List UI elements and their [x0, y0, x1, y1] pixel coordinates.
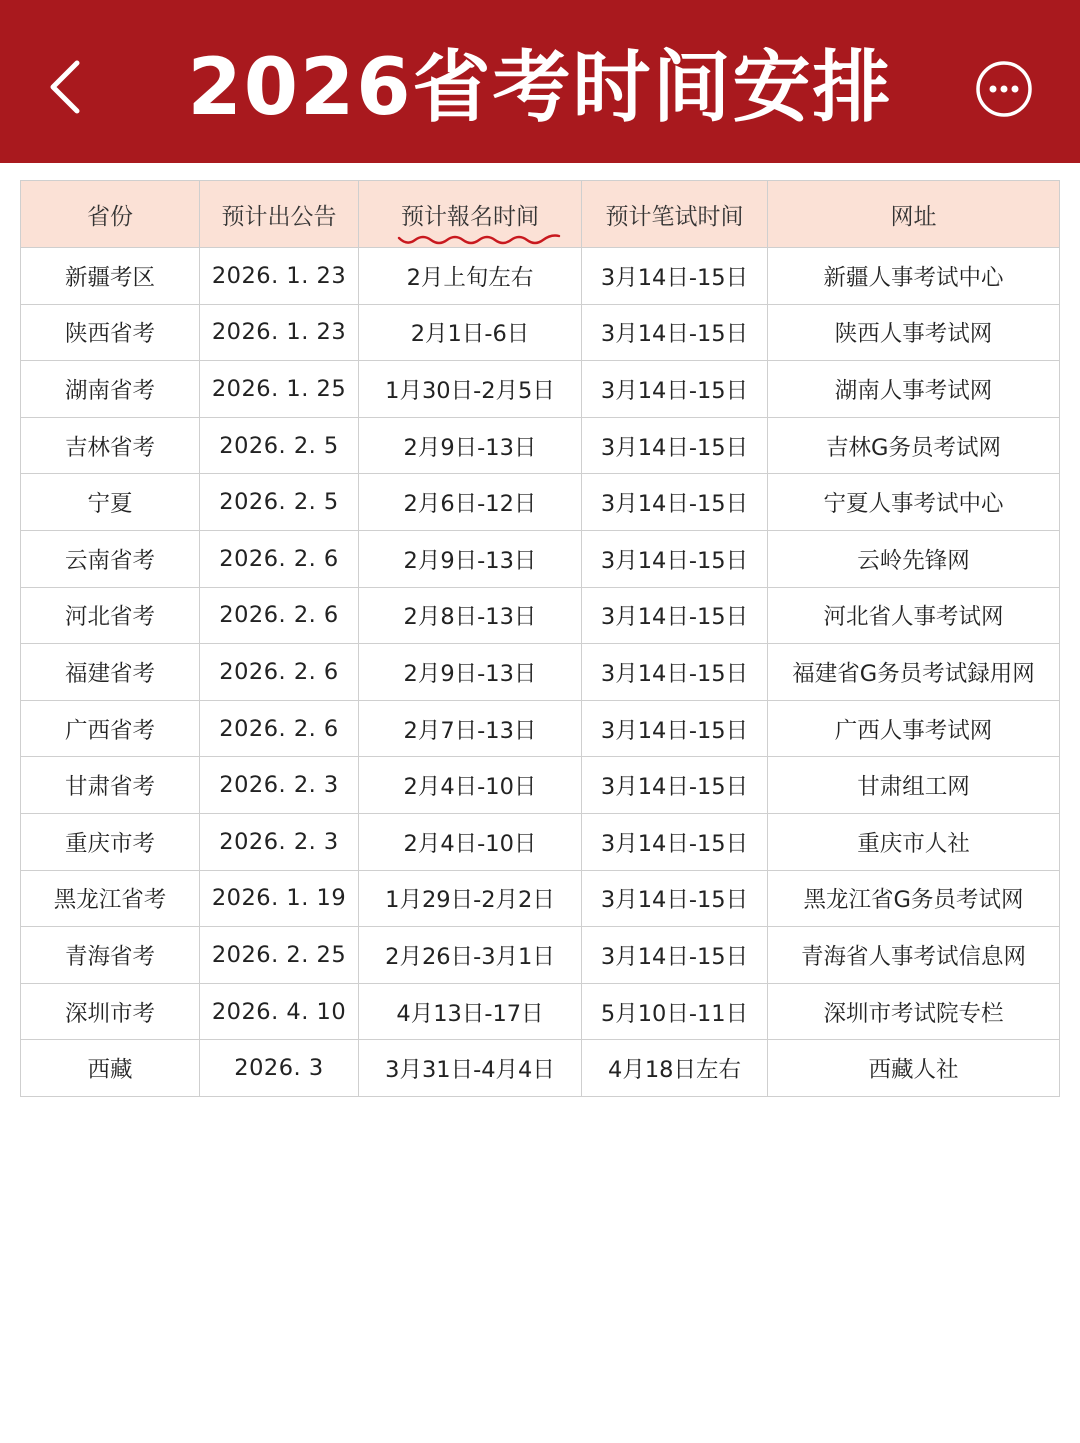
cell-website: 福建省G务员考试録用网: [768, 644, 1060, 701]
column-header-announcement: 预计出公告: [200, 181, 359, 248]
column-header-website: 网址: [768, 181, 1060, 248]
cell-registration: 3月31日-4月4日: [359, 1040, 582, 1097]
cell-announcement: 2026. 2. 6: [200, 587, 359, 644]
cell-website: 宁夏人事考试中心: [768, 474, 1060, 531]
cell-written-exam: 3月14日-15日: [582, 474, 768, 531]
cell-website: 黑龙江省G务员考试网: [768, 870, 1060, 927]
cell-announcement: 2026. 2. 6: [200, 644, 359, 701]
cell-registration: 2月9日-13日: [359, 530, 582, 587]
cell-written-exam: 3月14日-15日: [582, 248, 768, 305]
column-header-registration: [359, 181, 582, 248]
cell-province: 宁夏: [21, 474, 200, 531]
cell-written-exam: 5月10日-11日: [582, 983, 768, 1040]
cell-website: 广西人事考试网: [768, 700, 1060, 757]
cell-website: 陕西人事考试网: [768, 304, 1060, 361]
table-row: [21, 757, 1060, 814]
cell-written-exam: 3月14日-15日: [582, 587, 768, 644]
cell-announcement: 2026. 2. 6: [200, 700, 359, 757]
cell-written-exam: 3月14日-15日: [582, 700, 768, 757]
table-row: [21, 304, 1060, 361]
cell-website: 甘肃组工网: [768, 757, 1060, 814]
wavy-underline-mark: [397, 233, 561, 247]
table-row: [21, 248, 1060, 305]
table-row: [21, 927, 1060, 984]
cell-announcement: 2026. 3: [200, 1040, 359, 1097]
table-row: [21, 644, 1060, 701]
cell-province: 黑龙江省考: [21, 870, 200, 927]
cell-province: 青海省考: [21, 927, 200, 984]
cell-website: 西藏人社: [768, 1040, 1060, 1097]
cell-announcement: 2026. 4. 10: [200, 983, 359, 1040]
cell-registration: 2月4日-10日: [359, 757, 582, 814]
top-bar: [0, 0, 1080, 163]
back-button[interactable]: [30, 52, 100, 122]
registration-header-label: [401, 198, 539, 231]
column-header-province: 省份: [21, 181, 200, 248]
cell-registration: 2月9日-13日: [359, 644, 582, 701]
cell-province: 河北省考: [21, 587, 200, 644]
cell-province: 湖南省考: [21, 361, 200, 418]
cell-website: 吉林G务员考试网: [768, 417, 1060, 474]
cell-written-exam: 3月14日-15日: [582, 927, 768, 984]
cell-registration: 2月8日-13日: [359, 587, 582, 644]
cell-written-exam: 3月14日-15日: [582, 361, 768, 418]
cell-province: 新疆考区: [21, 248, 200, 305]
exam-schedule-table-container: [20, 180, 1059, 1097]
cell-registration: 1月30日-2月5日: [359, 361, 582, 418]
table-row: [21, 870, 1060, 927]
cell-written-exam: 3月14日-15日: [582, 644, 768, 701]
cell-registration: 2月上旬左右: [359, 248, 582, 305]
table-row: [21, 1040, 1060, 1097]
registration-header-text: 预计報名时间: [401, 203, 539, 230]
cell-province: 福建省考: [21, 644, 200, 701]
cell-announcement: 2026. 2. 25: [200, 927, 359, 984]
table-row: [21, 813, 1060, 870]
table-row: [21, 700, 1060, 757]
cell-province: 重庆市考: [21, 813, 200, 870]
cell-written-exam: 4月18日左右: [582, 1040, 768, 1097]
cell-announcement: 2026. 1. 23: [200, 248, 359, 305]
cell-registration: 2月4日-10日: [359, 813, 582, 870]
cell-website: 青海省人事考试信息网: [768, 927, 1060, 984]
table-row: [21, 361, 1060, 418]
cell-province: 陕西省考: [21, 304, 200, 361]
cell-website: 云岭先锋网: [768, 530, 1060, 587]
cell-website: 新疆人事考试中心: [768, 248, 1060, 305]
table-row: [21, 983, 1060, 1040]
table-body: [21, 248, 1060, 1097]
table-row: [21, 530, 1060, 587]
cell-announcement: 2026. 1. 23: [200, 304, 359, 361]
cell-registration: 2月6日-12日: [359, 474, 582, 531]
cell-announcement: 2026. 2. 5: [200, 474, 359, 531]
cell-website: 深圳市考试院专栏: [768, 983, 1060, 1040]
more-dots-circle-icon: [975, 60, 1033, 118]
column-header-written-exam: 预计笔试时间: [582, 181, 768, 248]
cell-written-exam: 3月14日-15日: [582, 530, 768, 587]
cell-province: 云南省考: [21, 530, 200, 587]
page-title: 2026省考时间安排: [187, 43, 893, 133]
cell-written-exam: 3月14日-15日: [582, 417, 768, 474]
cell-announcement: 2026. 1. 25: [200, 361, 359, 418]
cell-province: 西藏: [21, 1040, 200, 1097]
cell-registration: 4月13日-17日: [359, 983, 582, 1040]
cell-written-exam: 3月14日-15日: [582, 304, 768, 361]
cell-registration: 2月7日-13日: [359, 700, 582, 757]
cell-province: 广西省考: [21, 700, 200, 757]
cell-registration: 1月29日-2月2日: [359, 870, 582, 927]
table-row: [21, 417, 1060, 474]
cell-registration: 2月26日-3月1日: [359, 927, 582, 984]
cell-announcement: 2026. 2. 3: [200, 813, 359, 870]
cell-province: 吉林省考: [21, 417, 200, 474]
table-row: [21, 474, 1060, 531]
cell-written-exam: 3月14日-15日: [582, 813, 768, 870]
chevron-left-icon: [45, 57, 85, 117]
cell-announcement: 2026. 2. 3: [200, 757, 359, 814]
cell-announcement: 2026. 1. 19: [200, 870, 359, 927]
cell-website: 河北省人事考试网: [768, 587, 1060, 644]
table-row: [21, 587, 1060, 644]
cell-province: 甘肃省考: [21, 757, 200, 814]
cell-registration: 2月1日-6日: [359, 304, 582, 361]
cell-website: 重庆市人社: [768, 813, 1060, 870]
more-button[interactable]: [975, 60, 1033, 118]
cell-announcement: 2026. 2. 6: [200, 530, 359, 587]
cell-registration: 2月9日-13日: [359, 417, 582, 474]
cell-written-exam: 3月14日-15日: [582, 870, 768, 927]
exam-schedule-table: [20, 180, 1060, 1097]
cell-province: 深圳市考: [21, 983, 200, 1040]
table-header-row: [21, 181, 1060, 248]
cell-announcement: 2026. 2. 5: [200, 417, 359, 474]
cell-website: 湖南人事考试网: [768, 361, 1060, 418]
cell-written-exam: 3月14日-15日: [582, 757, 768, 814]
